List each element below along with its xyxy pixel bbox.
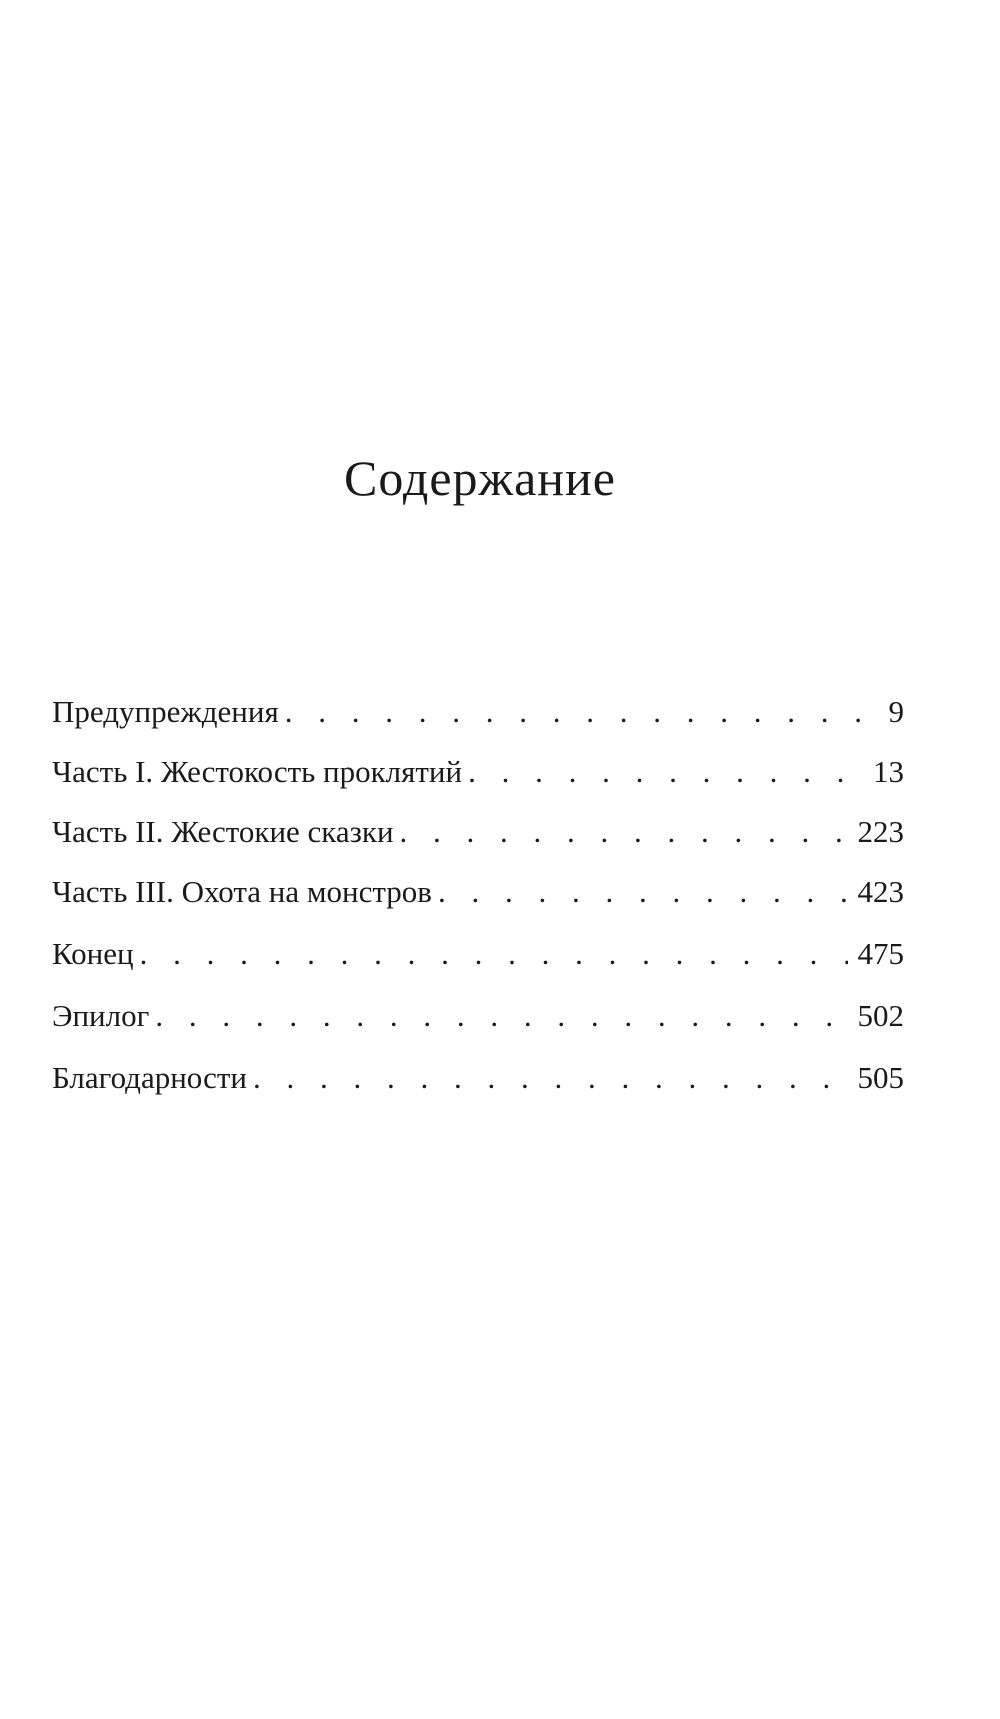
dot-leader	[438, 872, 848, 912]
toc-entry-end	[52, 934, 904, 996]
toc-entry-part-3	[52, 872, 904, 934]
dot-leader	[285, 692, 879, 732]
dot-leader	[468, 752, 863, 792]
dot-leader	[140, 934, 848, 974]
toc-entry-page: 475	[857, 936, 904, 971]
toc-entry-part-1	[52, 752, 904, 812]
toc-entry-epilogue	[52, 996, 904, 1058]
page-title: Содержание	[344, 450, 616, 506]
dot-leader	[155, 996, 847, 1036]
toc-entry-label: Часть II. Жестокие сказки	[52, 814, 394, 849]
toc-entry-page: 13	[873, 754, 904, 789]
toc-entry-label: Часть I. Жестокость проклятий	[52, 754, 463, 789]
toc-entry-page: 502	[857, 998, 904, 1033]
toc-entry-page: 223	[857, 814, 904, 849]
dot-leader	[253, 1058, 848, 1098]
toc-entry-label: Конец	[52, 936, 134, 971]
table-of-contents	[52, 692, 904, 1118]
toc-entry-acknowledgements	[52, 1058, 904, 1118]
toc-entry-label: Часть III. Охота на монстров	[52, 874, 432, 909]
toc-entry-page: 505	[857, 1060, 904, 1095]
toc-entry-part-2	[52, 812, 904, 872]
dot-leader	[400, 812, 848, 852]
toc-entry-label: Эпилог	[52, 998, 150, 1033]
toc-entry-warnings	[52, 692, 904, 752]
toc-entry-label: Предупреждения	[52, 694, 279, 729]
toc-entry-page: 9	[888, 694, 904, 729]
toc-entry-label: Благодарности	[52, 1060, 247, 1095]
toc-entry-page: 423	[857, 874, 904, 909]
